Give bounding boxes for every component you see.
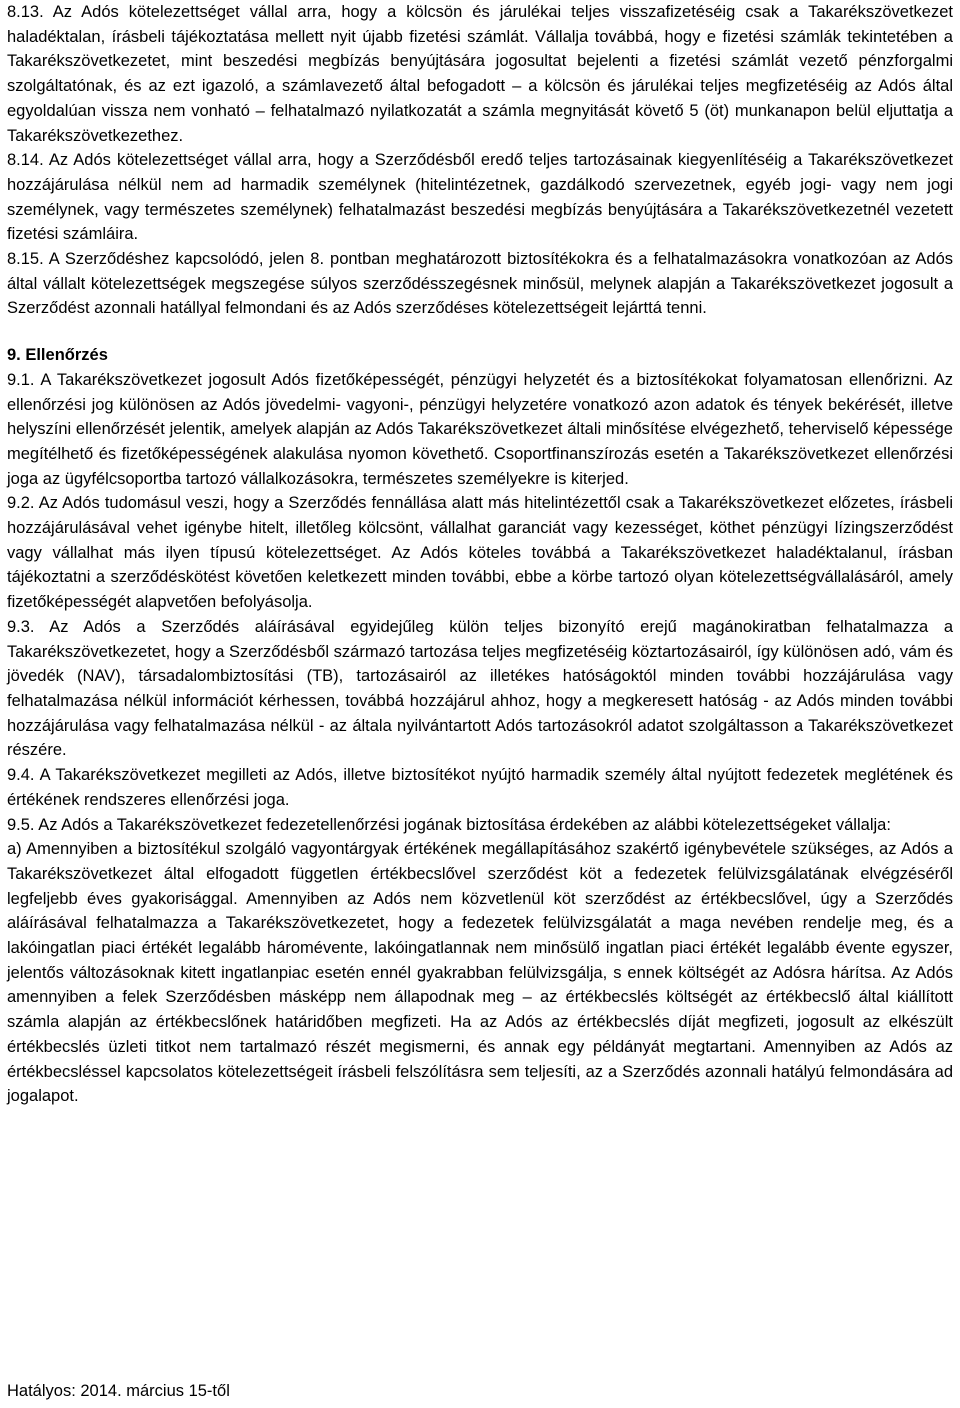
paragraph-9-5-a: a) Amennyiben a biztosítékul szolgáló vagyontárgyak értékének megállapításához szakértő igénybevétele szükséges, az Adós a Takarékszövetkezet által elfogadott független értékbecslővel szerződést köt a fedezetek felülvizsgálatának elvégzéséről legfeljebb éves gyakorisággal. Amennyiben az Adós nem közvetlenül köt szerződést az értékbecslővel, úgy a Szerződés aláírásával felhatalmazza a Takarékszövetkezetet, hogy a fedezetek felülvizsgálatát a maga nevében rendelje meg, és a lakóingatlan piaci értékét legalább háromévente, lakóingatlannak nem minősülő ingatlan piaci értékét legalább évente egyszer, jelentős változásoknak kitett ingatlanpiac esetén ennél gyakrabban felülvizsgálja, s ennek költségét az Adósra hárítsa. Az Adós amennyiben a felek Szerződésben másképp nem állapodnak meg – az értékbecslés költségét az értékbecslő által kiállított számla alapján az értékbecslőnek határidőben megfizeti. Ha az Adós az értékbecslés díját megfizeti, jogosult az elkészült értékbecslés üzleti titkot nem tartalmazó részét megismerni, és annak egy példányát megtartani. Amennyiben az Adós az értékbecsléssel kapcsolatos kötelezettségeit írásbeli felszólításra sem teljesíti, az a Szerződés azonnali hatályú felmondására ad jogalapot. (7, 840, 953, 1106)
paragraph-9-3: 9.3. Az Adós a Szerződés aláírásával egyidejűleg külön teljes bizonyító erejű magánokiratban felhatalmazza a Takarékszövetkezetet, hogy a Szerződésből származó tartozása teljes megfizetéséig köztartozásairól, így különösen adó, vám és jövedék (NAV), társadalombiztosítási (TB), tartozásairól az illetékes hatóságoktól minden további hozzájárulása vagy felhatalmazása nélkül információt kérhessen, továbbá hozzájárul ahhoz, hogy a megkeresett hatóság - az Adós minden további hozzájárulása vagy felhatalmazása nélkül - az általa nyilvántartott Adós tartozásokról adatot szolgáltasson a Takarékszövetkezet részére. (7, 617, 953, 760)
paragraph-8-13: 8.13. Az Adós kötelezettséget vállal arra, hogy a kölcsön és járulékai teljes visszafizetéséig csak a Takarékszövetkezet haladéktalan, írásbeli tájékoztatása mellett nyit újabb fizetési számlát. Vállalja továbbá, hogy e fizetési számlák tekintetében a Takarékszövetkezetet, mint beszedési megbízás benyújtására jogosultat bejelenti a fizetési számlát vezető pénzforgalmi szolgáltatónak, és az ezt igazoló, a számlavezető által befogadott – a kölcsön és járulékai teljes megfizetéséig az Adós által egyoldalúan vissza nem vonható – felhatalmazó nyilatkozatát a számla megnyitását követő 5 (öt) munkanapon belül eljuttatja a Takarékszövetkezethez. (7, 3, 953, 145)
paragraph-9-4: 9.4. A Takarékszövetkezet megilleti az Adós, illetve biztosítékot nyújtó harmadik személy által nyújtott fedezetek meglétének és értékének rendszeres ellenőrzési joga. (7, 766, 953, 809)
section-heading: 9. Ellenőrzés (7, 346, 108, 365)
document-page (7, 0, 953, 1109)
effective-date-footer: Hatályos: 2014. március 15-től (7, 1382, 230, 1400)
section-gap (7, 321, 953, 343)
paragraph-9-5: 9.5. Az Adós a Takarékszövetkezet fedezetellenőrzési jogának biztosítása érdekében az alábbi kötelezettségeket vállalja: (7, 815, 891, 834)
paragraph-9-1: 9.1. A Takarékszövetkezet jogosult Adós fizetőképességét, pénzügyi helyzetét és a biztosítékokat folyamatosan ellenőrizni. Az ellenőrzési jog különösen az Adós jövedelmi- vagyoni-, pénzügyi helyzetére vonatkozó azon adatok és tények bekérését, illetve helyszíni ellenőrzését jelentik, amelyek alapján az Adós Takarékszövetkezet általi minősítése elvégezhető, teherviselő képessége megítélhető és fizetőképességének alakulása nyomon követhető. Csoportfinanszírozás esetén a Takarékszövetkezet ellenőrzési joga az ügyfélcsoportba tartozó vállalkozásokra, természetes személyekre is kiterjed. (7, 370, 953, 488)
paragraph-8-15: 8.15. A Szerződéshez kapcsolódó, jelen 8. pontban meghatározott biztosítékokra és a felhatalmazásokra vonatkozóan az Adós által vállalt kötelezettségek megszegése súlyos szerződésszegésnek minősül, melynek alapján a Takarékszövetkezet jogosult a Szerződést azonnali hatállyal felmondani és az Adós szerződéses kötelezettségeit lejárttá tenni. (7, 250, 953, 318)
paragraph-8-14: 8.14. Az Adós kötelezettséget vállal arra, hogy a Szerződésből eredő teljes tartozásainak kiegyenlítéséig a Takarékszövetkezet hozzájárulása nélkül nem ad harmadik személynek (hitelintézetnek, gazdálkodó szervezetnek, egyéb jogi- vagy nem jogi személynek, vagy természetes személynek) felhatalmazást beszedési megbízás benyújtására a Takarékszövetkezetnél vezetett fizetési számláira. (7, 151, 953, 244)
paragraph-9-2: 9.2. Az Adós tudomásul veszi, hogy a Szerződés fennállása alatt más hitelintézettől csak a Takarékszövetkezet előzetes, írásbeli hozzájárulásával vehet igénybe hitelt, illetőleg kölcsönt, vállalhat garanciát vagy kezességet, köthet pénzügyi lízingszerződést vagy vállalhat más ilyen típusú kötelezettséget. Az Adós köteles továbbá a Takarékszövetkezet haladéktalanul, írásban tájékoztatni a szerződéskötést követően keletkezett minden további, ebbe a körbe tartozó olyan kötelezettségvállalásáról, amely fizetőképességét alapvetően befolyásolja. (7, 494, 953, 612)
